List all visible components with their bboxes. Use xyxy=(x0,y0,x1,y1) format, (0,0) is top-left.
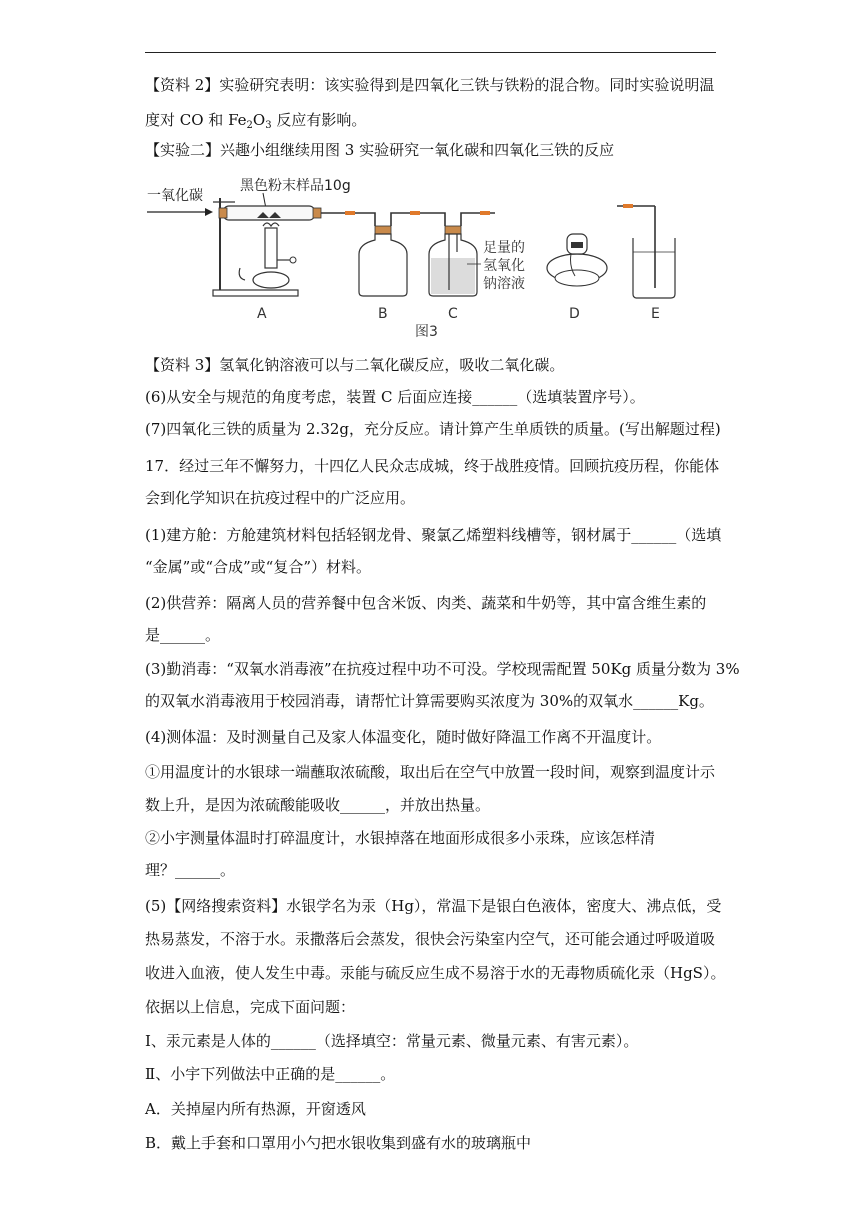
question-17-intro-cont: 会到化学知识在抗疫过程中的广泛应用。 xyxy=(145,489,416,507)
apparatus-a xyxy=(213,198,321,296)
question-17-4: (4)测体温：及时测量自己及家人体温变化，随时做好降温工作离不开温度计。 xyxy=(145,728,662,746)
naoh-label-line1: 足量的 xyxy=(483,240,525,256)
stopper-right xyxy=(313,208,321,218)
question-17-2-cont: 是______。 xyxy=(145,626,221,644)
bottle-b xyxy=(359,234,407,296)
question-17-intro: 17．经过三年不懈努力，十四亿人民众志成城，终于战胜疫情。回顾抗疫历程，你能体 xyxy=(145,457,720,475)
figure-caption: 图3 xyxy=(415,324,438,340)
info-2-line-cont xyxy=(145,110,720,130)
question-17-1: (1)建方舱：方舱建筑材料包括轻钢龙骨、聚氯乙烯塑料线槽等，钢材属于______（选填 xyxy=(145,526,722,544)
text-part: O xyxy=(252,111,266,129)
burner-base xyxy=(253,272,289,288)
option-b: B．戴上手套和口罩用小勺把水银收集到盛有水的玻璃瓶中 xyxy=(145,1134,532,1152)
text-part: 反应有影响。 xyxy=(271,111,367,129)
valve-knob xyxy=(290,257,296,263)
beaker xyxy=(633,238,675,298)
header-rule xyxy=(145,52,716,53)
apparatus-b xyxy=(359,226,407,296)
stopper xyxy=(375,226,391,234)
apparatus-c xyxy=(429,226,525,296)
label-a: A xyxy=(257,306,267,322)
question-17-5-cont1: 热易蒸发，不溶于水。汞撒落后会蒸发，很快会污染室内空气，还可能会通过呼吸道吸 xyxy=(145,930,716,948)
question-17-4-b-cont: 理？______。 xyxy=(145,861,236,879)
subscript: 3 xyxy=(265,120,272,131)
lamp-wick xyxy=(571,242,583,248)
question-6: (6)从安全与规范的角度考虑，装置 C 后面应连接______（选填装置序号）。 xyxy=(145,388,645,406)
stand-base xyxy=(213,290,298,296)
question-17-5-cont2: 收进入血液，使人发生中毒。汞能与硫反应生成不易溶于水的无毒物质硫化汞（HgS）。 xyxy=(145,964,726,982)
burner-clamp xyxy=(239,268,245,280)
label-c: C xyxy=(448,306,458,322)
sample-label: 黑色粉末样品10g xyxy=(240,178,351,194)
naoh-solution xyxy=(431,258,475,294)
question-17-4-a-cont: 数上升，是因为浓硫酸能吸收______，并放出热量。 xyxy=(145,796,491,814)
flame-icon xyxy=(263,223,279,226)
question-17-5-cont3: 依据以上信息，完成下面问题： xyxy=(145,998,356,1016)
question-17-3: (3)勤消毒：“双氧水消毒液”在抗疫过程中功不可没。学校现需配置 50Kg 质量分数为 3% xyxy=(145,660,740,678)
apparatus-figure xyxy=(145,168,720,343)
question-17-2: (2)供营养：隔离人员的营养餐中包含米饭、肉类、蔬菜和牛奶等，其中富含维生素的 xyxy=(145,594,707,612)
reaction-tube xyxy=(223,206,315,220)
naoh-label-line3: 钠溶液 xyxy=(483,276,525,292)
info-3-line: 【资料 3】氢氧化钠溶液可以与二氧化碳反应，吸收二氧化碳。 xyxy=(145,356,565,374)
stopper-left xyxy=(219,208,227,218)
arrow-head-icon xyxy=(205,208,213,216)
question-17-5-i: I、汞元素是人体的______（选择填空：常量元素、微量元素、有害元素）。 xyxy=(145,1032,639,1050)
question-17-1-cont: “金属”或“合成”或“复合”）材料。 xyxy=(145,558,372,576)
question-17-5: (5)【网络搜索资料】水银学名为汞（Hg），常温下是银白色液体，密度大、沸点低，受 xyxy=(145,897,722,915)
info-2-line: 【资料 2】实验研究表明：该实验得到是四氧化三铁与铁粉的混合物。同时实验说明温 xyxy=(145,76,715,94)
question-17-4-b: ②小宇测量体温时打碎温度计，水银掉落在地面形成很多小汞珠，应该怎样清 xyxy=(145,829,656,847)
option-a: A．关掉屋内所有热源，开窗透风 xyxy=(145,1100,366,1118)
co-gas-label: 一氧化碳 xyxy=(147,188,203,204)
label-d: D xyxy=(569,306,580,322)
connecting-tubes xyxy=(321,213,495,226)
question-17-3-cont: 的双氧水消毒液用于校园消毒，请帮忙计算需要购买浓度为 30%的双氧水______Kg。 xyxy=(145,692,714,710)
burner-tube xyxy=(265,228,277,268)
question-7: (7)四氧化三铁的质量为 2.32g，充分反应。请计算产生单质铁的质量。(写出解题过程) xyxy=(145,420,721,438)
lamp-base xyxy=(555,270,599,286)
label-b: B xyxy=(378,306,388,322)
label-e: E xyxy=(651,306,660,322)
question-17-4-a: ①用温度计的水银球一端蘸取浓硫酸，取出后在空气中放置一段时间，观察到温度计示 xyxy=(145,763,716,781)
naoh-label-line2: 氢氧化 xyxy=(483,258,525,274)
apparatus-d xyxy=(547,234,607,286)
subscript: 2 xyxy=(246,120,253,131)
question-17-5-ii: Ⅱ、小宇下列做法中正确的是______。 xyxy=(145,1065,396,1083)
text-part: 度对 CO 和 Fe xyxy=(145,111,247,129)
stopper xyxy=(445,226,461,234)
apparatus-e xyxy=(617,206,675,298)
experiment-2-line: 【实验二】兴趣小组继续用图 3 实验研究一氧化碳和四氧化三铁的反应 xyxy=(145,141,615,159)
